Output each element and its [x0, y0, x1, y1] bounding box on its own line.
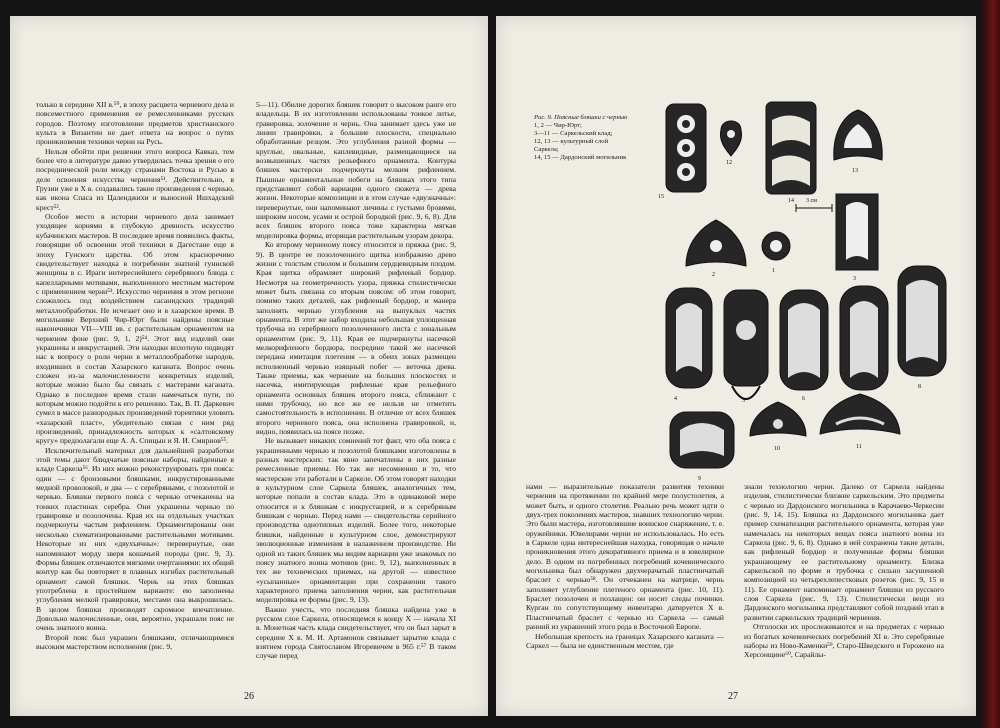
- plate-number-11: 11: [856, 444, 862, 450]
- plaque-6-illustration: [780, 290, 828, 390]
- right-page: [496, 16, 976, 716]
- plaque-10-illustration: [750, 402, 806, 436]
- right-page-column-1: [526, 482, 724, 696]
- plaque-5-illustration: [724, 290, 768, 399]
- plate-number-1: 1: [772, 268, 775, 274]
- left-page-column-2: [256, 100, 456, 680]
- plaque-14-illustration: [766, 102, 816, 194]
- right-page-column-2: [744, 482, 944, 696]
- plaque-3-illustration: [836, 194, 878, 270]
- paragraph: нами — выразительные показатели развития техники чернения на протяжении по крайней мере полустолетия, а может быть, и одного столетия. Реально речь может идти о двух-трех поколениях мастеров, знавших технологию черни. Это были мастера, изготовлявшие воинское снаряжение, т. е. оружейники. Ювелирами черни не использовалась. Но есть в Саркеле одна интереснейшая находка, говорящая о начале проникновения этого декоративного приема и в ювелирное дело. В одном из погребенных погребений кочевнического могильника был обнаружен двухчерачатый пластинчатый браслет с чернью⁵⁸. Он отчеканен на матрице, чернь заполняет углубление плетеного орнамента (рис. 10, 11). Браслет позолочен и позлащен: он носит следы починки. Курган по сопутствующему инвентарю датируется X в. Пластинчатый браслет с чернью из Саркела — самый ранний из украшений этого рода в Восточной Европе.: [526, 482, 724, 632]
- plaque-15-illustration: [666, 104, 706, 192]
- plaque-12-illustration: [720, 121, 741, 156]
- scale-bar: [796, 198, 832, 212]
- left-page-column-1: [36, 100, 234, 680]
- plaque-7-illustration: [840, 286, 888, 390]
- plaque-8-illustration: [898, 266, 946, 376]
- figure-caption: [534, 114, 632, 162]
- plate-number-2: 2: [712, 272, 715, 278]
- paragraph: только в середине XII в.⁵⁰, в эпоху расцвета черневого дела и повсеместного применения ее ремесленниками русских городов. Поэтому изготовление предметов христианского культа в Византии не дает ответа на вопрос о путях проникновения техники черни на Русь.: [36, 100, 234, 147]
- figure-caption-line: 14, 15 — Дардонский могильник: [534, 154, 627, 161]
- plate-number-9: 9: [698, 476, 701, 482]
- plate-number-8: 8: [918, 384, 921, 390]
- figure-caption-line: 3—11 — Саркельский клад;: [534, 130, 613, 137]
- plate-number-4: 4: [674, 396, 677, 402]
- paragraph: Ко второму черненому поясу относится и пряжка (рис. 9, 9). В центре ее позолоченного щитка изображено древо жизни с толстым стволом и большим сердцевидным плодом. Края щитка обрамляет широкий рифленый бордюр. Несмотря на геометричность узора, пряжка стилистически может быть связана со вторым поясом: об этом говорит, помимо таких деталей, как рифленый бордюр, и манера заполнять чернью углубления на выпуклых частях орнамента. В этот же набор входила небольшая уплощенная трубочка из серебряного позолоченного листа с зональным орнаментом (рис. 9, 11). Края ее подчеркнуты насечкой мелкорифленого бордюра, посредине такой же насечкой передана имитация плетения — в обеих зонах размещен исполненный чернью изящный побег — веточка древа. Также приемы, как чернение на больших плоскостях и насечка, имитирующая рифленые края рельефного орнамента основных бляшек второго пояса, сближают с ними трубочку, но все же ее нельзя не отметить самостоятельность в исполнении. В отличие от всех бляшек второго черневого пояса, она исполнена гравировкой, и, видно, появилась на поясе позже.: [256, 240, 456, 437]
- figure-caption-title: Рис. 9. Поясные бляшки с чернью: [534, 114, 628, 121]
- figure-plate-belt-plaques: [646, 90, 956, 486]
- figure-caption-line: 12, 13 — культурный слой Саркела;: [534, 138, 609, 153]
- plate-number-13: 13: [852, 168, 858, 174]
- paragraph: Важно учесть, что последняя бляшка найдена уже в русском слое Саркела, относящемся к концу X — начала XI в. Монетная часть клада свидетельствует, что он был зарыт в середине X в. М. И. Артамонов связывает зарытие клада с взятием города Святославом Игоревичем в 965 г.⁵⁷ В таком случае перед: [256, 604, 456, 661]
- plate-number-12: 12: [726, 160, 732, 166]
- book-edge-binding: [982, 0, 1000, 728]
- paragraph: 5—11). Обилие дорогих бляшек говорит о высоком ранге его владельца. В их изготовлении использованы тонкое литье, гравировка, золочение и чернь. Она занимает здесь уже не линии гравировки, а большие плоскости, специально обработанные резцом. Это углубления разной формы — круглые, овальные, каплевидные, размещающиеся на возвышенных частях рельефного орнамента. Контуры бляшек мастерски подчеркнуты мелким рифлением. Пышные орнаментальные побеги на бляшках этого типа представляют собой вариации одного сюжета — древа жизни. Некоторые композиции и в этом случае «двузначны»: перевернутые, они напоминают личины с густыми бровями, широким носом, усами и острой бородкой (рис. 9, 6, 8). Для всех бляшек второго пояса тоже характерна мягкая моделировка формы, вторящая растительным узорам декора.: [256, 100, 456, 240]
- left-page: [10, 16, 488, 716]
- plaque-4-illustration: [666, 288, 712, 388]
- paragraph: Отголоски их прослеживаются и на предметах с чернью из богатых кочевнических погребений XI в. Это серебряные наборы из Ново-Каменки⁵⁹, Старо-Шведского и Горожено на Херсонщине⁶⁰, Сарайлы-: [744, 622, 944, 660]
- plaque-1-illustration: [762, 232, 790, 260]
- figure-caption-line: 1, 2 — Чир-Юрт;: [534, 122, 582, 129]
- paragraph: Небольшая крепость на границах Хазарского каганата — Саркел — была не единственным местом, где: [526, 631, 724, 650]
- paragraph: знали технологию черни. Далеко от Саркела найдены изделия, стилистически близкие саркельским. Это предметы с чернью из Дардонского могильника в Карачаево-Черкесии (рис. 9, 14, 15). Бляшка из Дардонского могильника дает пример схематизации растительного орнамента, которая уже намечалась на некоторых вещах пояса знатного воина из Саркела (рис. 9, 6, 8). Однако в ней сохранены такие детали, как рифленый бордюр и полученные формы бляшки украшающему ее растительному орнаменту. Близка саркельской по форме и трубочка с сильно засушенной композицией из четырехлепестковых розеток (рис. 9, 15 и 11). Ее орнамент напоминает орнамент бляшки из русского слоя Саркела (рис. 9, 13). Стилистически вещи из Дардонского могильника представляют собой поздний этап в развитии саркельских традиций чернения.: [744, 482, 944, 622]
- plaque-9-illustration: [670, 412, 734, 468]
- page-number: 27: [728, 691, 738, 702]
- scale-bar-label: 3 см: [806, 198, 817, 204]
- plate-number-5: 5: [742, 398, 745, 404]
- plaque-13-illustration: [834, 110, 882, 160]
- paragraph: Особое место в истории черневого дела занимает уходящее корнями в глубокую древность искусство кубачинских мастеров. В последнее время появились факты, говорящие об освоении этой техники в Дагестане еще в эпоху Гунского царства. Об этом красноречиво свидетельствует находка в погребении знатной гуннской женщины в с. Ираги интереснейшего серебряного блюда с капелларными мотивами, выполненного местным мастером с применением черни⁵³. Искусство чернения в этом регионе сложилось под воздействием сасанидских традиций металлообработки. Не исчезает оно и в хазарское время. В могильнике Верхний Чир-Юрт были найдены поясные наконечники VII—VIII вв. с растительным орнаментом на черненом фоне (рис. 9, 1, 2)⁵⁴. Этот вид изделий они украшены и инкрустацией. Эти находки вплотную подводят нас к вопросу о роли черни в металлообработке народов, входивших в состав Хазарского каганата. Вопрос очень сложен из-за малочисленности конкретных изделий, которые можно было бы связать с мастерами каганата. Однако в последнее время стали намечаться пути, по которым можно подойти к его решению. Так, В. П. Даркевич сумел в массе разнородных произведений торевтики уловить «хазарский пласт», убедительно связав с ним ряд произведений, принадлежность которых к «салтовскому кругу» предполагали еще А. А. Спицын и Я. И. Смирнов⁵⁵.: [36, 212, 234, 446]
- page-number: 26: [244, 691, 254, 702]
- plate-number-10: 10: [774, 446, 780, 452]
- paragraph: Не вызывает никаких сомнений тот факт, что оба пояса с украшенными чернью и позолотой бляшками изготовлены в разных мастерских: так явно запечатлены в них разные ремесленные приемы. Но так же несомненно и то, что мастерские эти работали в Саркеле. Об этом говорят находки в культурном слое Саркела бляшек, аналогичных тем, которые попали в состав клада. Это в одинаковой мере относится и к бляшкам с инкрустацией, и к серебряным бляшкам с чернью. Перед нами — свидетельства серийного производства однотипных изделий. Более того, некоторые бляшки, найденные в культурном слое, демонстрируют эволюционные изменения в налаженном производстве. Ни одной из таких бляшек мы видим вариации уже знакомых по поясу знатного воина мотивов (рис. 9, 12), выполненных в тех же технических приемах, на другой — известное «усыпанные» орнаментации при сохранении такого характерного приема заполнения черни, как растительная моделировка ее формы (рис. 9, 13).: [256, 436, 456, 605]
- plate-number-15: 15: [658, 194, 664, 200]
- paragraph: Нельзя обойти при решении этого вопроса Кавказ, тем более что в литературе давно утвердилась точка зрения о его посреднической роли между странами Востока и Русью в деле освоения искусства чернения⁵¹. Действительно, в Грузии уже в X в. создавались такие произведения с чернью, как икона Спаса из Цаленджихи и выносной Ишхадский крест⁵².: [36, 146, 234, 212]
- plate-number-6: 6: [802, 396, 805, 402]
- paragraph: Второй пояс был украшен бляшками, отличающимися высоким мастерством исполнения (рис. 9,: [36, 632, 234, 651]
- paragraph: Исключительный материал для дальнейшей разработки этой темы дают блюдчатые поясные наборы, найденные в кладе Саркела⁵⁶. Из них можно реконструировать три пояса: один — с бронзовыми бляшками, инкрустированными медной проволокой, и два — с серебряными, с позолотой и чернью. Бляшки первого пояса с чернью отчеканены на тонких пластинах серебра. Они украшены чернью по гравировке и позолочены. Края их на отдельных участках подчеркнуты частым рифлением. Орнаментированы они несколько схематизированными растительными мотивами. Некоторые из них «двухъячны»: перевернутые, они напоминают морду зверя кошачьей породы (рис. 9, 3). Формы бляшек отличаются мягкими очертаниями: их общий контур как бы повторяет в плавных изгибах растительный орнамент самой бляшки. Чернь на этих бляшках употреблена в простейшем варианте: ею заполнены углубления мелкой гравировки, местами она выкрошилась. В целом бляшки производят скромное впечатление. Довольно малочисленные, они, вероятно, украшали пояс не очень знатного воина.: [36, 445, 234, 633]
- plate-number-14: 14: [788, 198, 794, 204]
- plate-number-7: 7: [860, 396, 863, 402]
- plaque-2-illustration: [686, 220, 746, 266]
- plate-number-3: 3: [853, 276, 856, 282]
